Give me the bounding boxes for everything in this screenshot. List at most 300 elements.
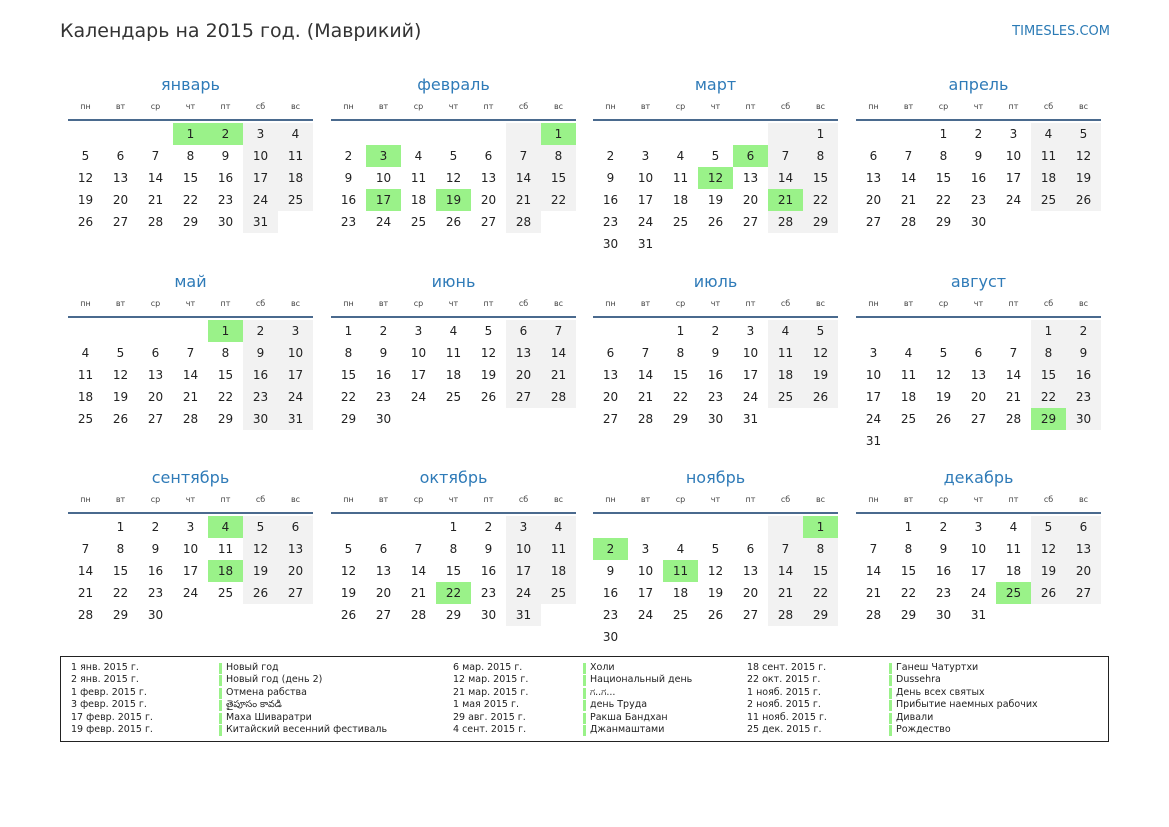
day-cell: 15 <box>935 171 952 185</box>
day-cell: 11 <box>768 342 803 364</box>
month-name: июль <box>693 272 738 291</box>
empty-cell <box>698 516 733 538</box>
day-cell: 16 <box>243 364 278 386</box>
day-cell: 25 <box>672 608 689 622</box>
day-cell: 27 <box>147 412 164 426</box>
week-row <box>331 189 576 211</box>
empty-cell <box>401 516 436 538</box>
day-cell: 27 <box>742 215 759 229</box>
week-row <box>593 538 838 560</box>
weekday-label: вт <box>903 102 914 111</box>
holiday-date: 17 февр. 2015 г. <box>71 711 153 723</box>
weekday-label: пт <box>220 299 231 308</box>
day-cell: 6 <box>506 320 541 342</box>
header-divider <box>331 119 576 121</box>
day-cell: 15 <box>672 368 689 382</box>
weekday-label: сб <box>518 495 529 504</box>
empty-cell <box>401 408 436 430</box>
empty-cell <box>663 626 698 648</box>
day-cell: 29 <box>900 608 917 622</box>
weekday-label: сб <box>255 102 266 111</box>
day-cell: 2 <box>593 538 628 560</box>
day-cell: 8 <box>803 538 838 560</box>
weekday-header <box>593 299 838 313</box>
holiday-name: Рождество <box>896 723 951 735</box>
week-row <box>856 211 1101 233</box>
day-cell: 4 <box>449 324 458 338</box>
day-cell: 18 <box>672 586 689 600</box>
day-cell: 25 <box>1031 189 1066 211</box>
day-cell: 17 <box>506 560 541 582</box>
header-divider <box>856 512 1101 514</box>
week-row <box>856 189 1101 211</box>
day-cell: 18 <box>900 390 917 404</box>
day-cell: 22 <box>1031 386 1066 408</box>
day-cell: 9 <box>379 346 388 360</box>
day-cell: 22 <box>803 189 838 211</box>
site-link[interactable]: TIMESLES.COM <box>1012 24 1110 39</box>
day-cell: 16 <box>602 193 619 207</box>
day-cell: 31 <box>742 412 759 426</box>
day-cell: 21 <box>77 586 94 600</box>
empty-cell <box>471 408 506 430</box>
day-cell: 1 <box>939 127 948 141</box>
weekday-label: чт <box>973 299 984 308</box>
day-cell: 7 <box>641 346 650 360</box>
holiday-legend <box>60 656 1109 742</box>
day-cell: 31 <box>637 237 654 251</box>
day-cell: 30 <box>935 608 952 622</box>
weekday-label: сб <box>518 299 529 308</box>
day-cell: 16 <box>707 368 724 382</box>
day-cell: 23 <box>480 586 497 600</box>
holiday-marker <box>583 663 586 674</box>
day-cell: 1 <box>676 324 685 338</box>
day-cell: 25 <box>77 412 94 426</box>
day-cell: 14 <box>77 564 94 578</box>
day-cell: 16 <box>602 586 619 600</box>
day-cell: 28 <box>147 215 164 229</box>
day-cell: 11 <box>663 560 698 582</box>
day-cell: 12 <box>77 171 94 185</box>
weekday-label: вт <box>115 102 126 111</box>
empty-cell <box>961 430 996 452</box>
holiday-date: 21 мар. 2015 г. <box>453 686 529 698</box>
week-row <box>68 145 313 167</box>
holiday-name: День всех святых <box>896 686 985 698</box>
day-cell: 29 <box>217 412 234 426</box>
legend-row <box>453 674 793 686</box>
day-cell: 24 <box>506 582 541 604</box>
day-cell: 23 <box>375 390 392 404</box>
holiday-date: 12 мар. 2015 г. <box>453 674 529 686</box>
day-cell: 22 <box>935 193 952 207</box>
day-cell: 18 <box>541 560 576 582</box>
day-cell: 15 <box>112 564 129 578</box>
day-cell: 4 <box>676 542 685 556</box>
week-row <box>856 167 1101 189</box>
day-cell: 13 <box>506 342 541 364</box>
holiday-name: Дивали <box>896 711 934 723</box>
day-cell: 29 <box>182 215 199 229</box>
weekday-label: вт <box>115 299 126 308</box>
day-cell: 17 <box>278 364 313 386</box>
weekday-label: вс <box>1078 299 1089 308</box>
day-cell: 3 <box>506 516 541 538</box>
day-cell: 24 <box>375 215 392 229</box>
day-cell: 16 <box>340 193 357 207</box>
week-row <box>593 582 838 604</box>
holiday-name: Dussehra <box>896 674 941 686</box>
day-cell: 29 <box>803 211 838 233</box>
holiday-name: తైపూసం కావడి <box>226 699 282 711</box>
day-cell: 19 <box>707 193 724 207</box>
empty-cell <box>733 233 768 255</box>
day-cell: 6 <box>606 346 615 360</box>
day-cell: 13 <box>375 564 392 578</box>
week-row <box>856 123 1101 145</box>
day-cell: 24 <box>278 386 313 408</box>
holiday-marker <box>219 700 222 711</box>
day-cell: 20 <box>970 390 987 404</box>
empty-cell <box>1031 604 1066 626</box>
weekday-header <box>856 102 1101 116</box>
day-cell: 20 <box>742 586 759 600</box>
day-cell: 30 <box>480 608 497 622</box>
week-row <box>856 516 1101 538</box>
day-cell: 31 <box>970 608 987 622</box>
day-cell: 14 <box>900 171 917 185</box>
legend-row <box>453 687 793 699</box>
day-cell: 7 <box>186 346 195 360</box>
holiday-name: Китайский весенний фестиваль <box>226 723 388 735</box>
month-5 <box>68 271 313 430</box>
day-cell: 21 <box>768 582 803 604</box>
holiday-date: 1 янв. 2015 г. <box>71 662 139 673</box>
holiday-marker <box>219 725 222 736</box>
day-cell: 31 <box>506 604 541 626</box>
day-cell: 2 <box>484 520 493 534</box>
empty-cell <box>733 123 768 145</box>
day-cell: 26 <box>77 215 94 229</box>
day-cell: 16 <box>935 564 952 578</box>
month-4 <box>856 74 1101 233</box>
week-row <box>331 342 576 364</box>
weekday-label: вс <box>815 299 826 308</box>
day-cell: 10 <box>278 342 313 364</box>
empty-cell <box>961 320 996 342</box>
holiday-date: 1 мая 2015 г. <box>453 699 519 711</box>
day-cell: 14 <box>182 368 199 382</box>
holiday-marker <box>583 725 586 736</box>
empty-cell <box>243 604 278 626</box>
empty-cell <box>698 233 733 255</box>
week-row <box>593 386 838 408</box>
day-cell: 12 <box>1066 145 1101 167</box>
legend-row <box>71 674 411 686</box>
weekday-label: ср <box>675 299 686 308</box>
day-cell: 11 <box>1031 145 1066 167</box>
day-cell: 10 <box>637 171 654 185</box>
weekday-label: сб <box>518 102 529 111</box>
day-cell: 23 <box>243 386 278 408</box>
weekday-label: чт <box>185 102 196 111</box>
legend-row <box>747 662 1087 674</box>
day-cell: 10 <box>970 542 987 556</box>
day-cell: 12 <box>112 368 129 382</box>
day-cell: 26 <box>340 608 357 622</box>
day-cell: 16 <box>1066 364 1101 386</box>
day-cell: 6 <box>151 346 160 360</box>
month-name: май <box>174 272 207 291</box>
empty-cell <box>173 604 208 626</box>
day-cell: 15 <box>900 564 917 578</box>
day-cell: 22 <box>541 189 576 211</box>
day-cell: 24 <box>637 215 654 229</box>
day-cell: 24 <box>865 412 882 426</box>
day-cell: 15 <box>217 368 234 382</box>
week-row <box>593 233 838 255</box>
empty-cell <box>68 123 103 145</box>
empty-cell <box>856 123 891 145</box>
header-divider <box>68 316 313 318</box>
holiday-marker <box>889 725 892 736</box>
day-cell: 19 <box>803 364 838 386</box>
day-cell: 6 <box>1066 516 1101 538</box>
day-cell: 7 <box>506 145 541 167</box>
day-cell: 5 <box>344 542 353 556</box>
empty-cell <box>1066 430 1101 452</box>
empty-cell <box>768 516 803 538</box>
header-divider <box>331 512 576 514</box>
weekday-label: вт <box>640 299 651 308</box>
month-10 <box>331 467 576 626</box>
day-cell: 13 <box>278 538 313 560</box>
day-cell: 11 <box>410 171 427 185</box>
week-row <box>331 145 576 167</box>
day-cell: 11 <box>900 368 917 382</box>
weekday-label: пн <box>80 102 91 111</box>
day-cell: 20 <box>112 193 129 207</box>
legend-row <box>453 724 793 736</box>
weekday-label: пн <box>868 495 879 504</box>
day-cell: 2 <box>151 520 160 534</box>
day-cell: 14 <box>541 342 576 364</box>
day-cell: 12 <box>340 564 357 578</box>
header-divider <box>593 316 838 318</box>
month-name: апрель <box>948 75 1009 94</box>
day-cell: 3 <box>746 324 755 338</box>
week-row <box>593 516 838 538</box>
day-cell: 27 <box>278 582 313 604</box>
legend-row <box>71 712 411 724</box>
week-row <box>593 626 838 648</box>
legend-row <box>747 724 1087 736</box>
holiday-name: Новый год <box>226 662 279 673</box>
empty-cell <box>996 604 1031 626</box>
day-cell: 24 <box>637 608 654 622</box>
month-12 <box>856 467 1101 626</box>
empty-cell <box>541 211 576 233</box>
day-cell: 28 <box>1005 412 1022 426</box>
day-cell: 24 <box>742 390 759 404</box>
day-cell: 19 <box>77 193 94 207</box>
day-cell: 23 <box>602 608 619 622</box>
holiday-marker <box>583 700 586 711</box>
weekday-header <box>856 299 1101 313</box>
month-3 <box>593 74 838 255</box>
empty-cell <box>628 123 663 145</box>
legend-column <box>453 662 793 736</box>
day-cell: 5 <box>449 149 458 163</box>
legend-column <box>71 662 411 736</box>
day-cell: 25 <box>672 215 689 229</box>
legend-row <box>453 699 793 711</box>
week-row <box>593 123 838 145</box>
day-cell: 8 <box>676 346 685 360</box>
day-cell: 31 <box>243 211 278 233</box>
day-cell: 25 <box>445 390 462 404</box>
day-cell: 4 <box>208 516 243 538</box>
day-cell: 19 <box>1066 167 1101 189</box>
day-cell: 4 <box>81 346 90 360</box>
day-cell: 12 <box>1031 538 1066 560</box>
day-cell: 2 <box>1066 320 1101 342</box>
holiday-date: 3 февр. 2015 г. <box>71 699 147 711</box>
day-cell: 8 <box>803 145 838 167</box>
weekday-label: вт <box>903 299 914 308</box>
day-cell: 18 <box>672 193 689 207</box>
day-cell: 21 <box>900 193 917 207</box>
empty-cell <box>471 123 506 145</box>
day-cell: 28 <box>637 412 654 426</box>
day-cell: 28 <box>77 608 94 622</box>
weekday-label: пт <box>483 495 494 504</box>
legend-row <box>747 712 1087 724</box>
day-cell: 30 <box>217 215 234 229</box>
day-cell: 30 <box>602 237 619 251</box>
header-divider <box>593 119 838 121</box>
month-11 <box>593 467 838 648</box>
day-cell: 5 <box>711 149 720 163</box>
weekday-label: вт <box>640 495 651 504</box>
weekday-label: пн <box>868 299 879 308</box>
weekday-label: ср <box>150 495 161 504</box>
day-cell: 17 <box>182 564 199 578</box>
day-cell: 26 <box>445 215 462 229</box>
month-name: февраль <box>417 75 490 94</box>
week-row <box>68 320 313 342</box>
legend-row <box>71 687 411 699</box>
day-cell: 3 <box>869 346 878 360</box>
empty-cell <box>768 233 803 255</box>
day-cell: 17 <box>366 189 401 211</box>
day-cell: 23 <box>217 193 234 207</box>
month-name: январь <box>161 75 220 94</box>
legend-column <box>747 662 1087 736</box>
day-cell: 6 <box>379 542 388 556</box>
holiday-name: Ракша Бандхан <box>590 711 668 723</box>
day-cell: 16 <box>147 564 164 578</box>
day-cell: 15 <box>541 167 576 189</box>
day-cell: 4 <box>768 320 803 342</box>
holiday-date: 2 янв. 2015 г. <box>71 674 139 686</box>
week-row <box>856 408 1101 430</box>
week-row <box>856 538 1101 560</box>
holiday-date: 1 нояб. 2015 г. <box>747 686 821 698</box>
day-cell: 8 <box>1031 342 1066 364</box>
empty-cell <box>593 516 628 538</box>
legend-row <box>747 699 1087 711</box>
empty-cell <box>593 320 628 342</box>
weekday-label: сб <box>255 299 266 308</box>
week-row <box>856 145 1101 167</box>
empty-cell <box>768 408 803 430</box>
week-row <box>68 582 313 604</box>
weekday-label: вс <box>290 495 301 504</box>
empty-cell <box>628 516 663 538</box>
empty-cell <box>278 211 313 233</box>
day-cell: 12 <box>935 368 952 382</box>
day-cell: 24 <box>182 586 199 600</box>
day-cell: 8 <box>939 149 948 163</box>
week-row <box>331 538 576 560</box>
legend-row <box>71 724 411 736</box>
day-cell: 20 <box>506 364 541 386</box>
day-cell: 9 <box>484 542 493 556</box>
day-cell: 31 <box>865 434 882 448</box>
day-cell: 28 <box>541 386 576 408</box>
weekday-label: ср <box>938 495 949 504</box>
empty-cell <box>138 123 173 145</box>
weekday-label: вс <box>290 102 301 111</box>
day-cell: 14 <box>768 560 803 582</box>
weekday-label: вт <box>903 495 914 504</box>
day-cell: 27 <box>742 608 759 622</box>
day-cell: 31 <box>278 408 313 430</box>
weekday-header <box>331 299 576 313</box>
empty-cell <box>856 320 891 342</box>
holiday-name: Новый год (день 2) <box>226 674 323 686</box>
weekday-label: пт <box>745 299 756 308</box>
day-cell: 3 <box>243 123 278 145</box>
day-cell: 26 <box>707 608 724 622</box>
week-row <box>331 364 576 386</box>
day-cell: 12 <box>243 538 278 560</box>
day-cell: 1 <box>344 324 353 338</box>
empty-cell <box>278 604 313 626</box>
day-cell: 6 <box>746 542 755 556</box>
day-cell: 23 <box>707 390 724 404</box>
weekday-label: чт <box>185 299 196 308</box>
day-cell: 25 <box>996 582 1031 604</box>
day-cell: 8 <box>186 149 195 163</box>
day-cell: 2 <box>974 127 983 141</box>
weekday-label: ср <box>413 495 424 504</box>
weekday-label: вс <box>553 102 564 111</box>
month-1 <box>68 74 313 233</box>
day-cell: 6 <box>733 145 768 167</box>
day-cell: 12 <box>707 564 724 578</box>
weekday-label: сб <box>780 299 791 308</box>
month-8 <box>856 271 1101 452</box>
day-cell: 30 <box>243 408 278 430</box>
day-cell: 18 <box>1031 167 1066 189</box>
day-cell: 20 <box>865 193 882 207</box>
day-cell: 3 <box>278 320 313 342</box>
day-cell: 19 <box>436 189 471 211</box>
day-cell: 21 <box>506 189 541 211</box>
